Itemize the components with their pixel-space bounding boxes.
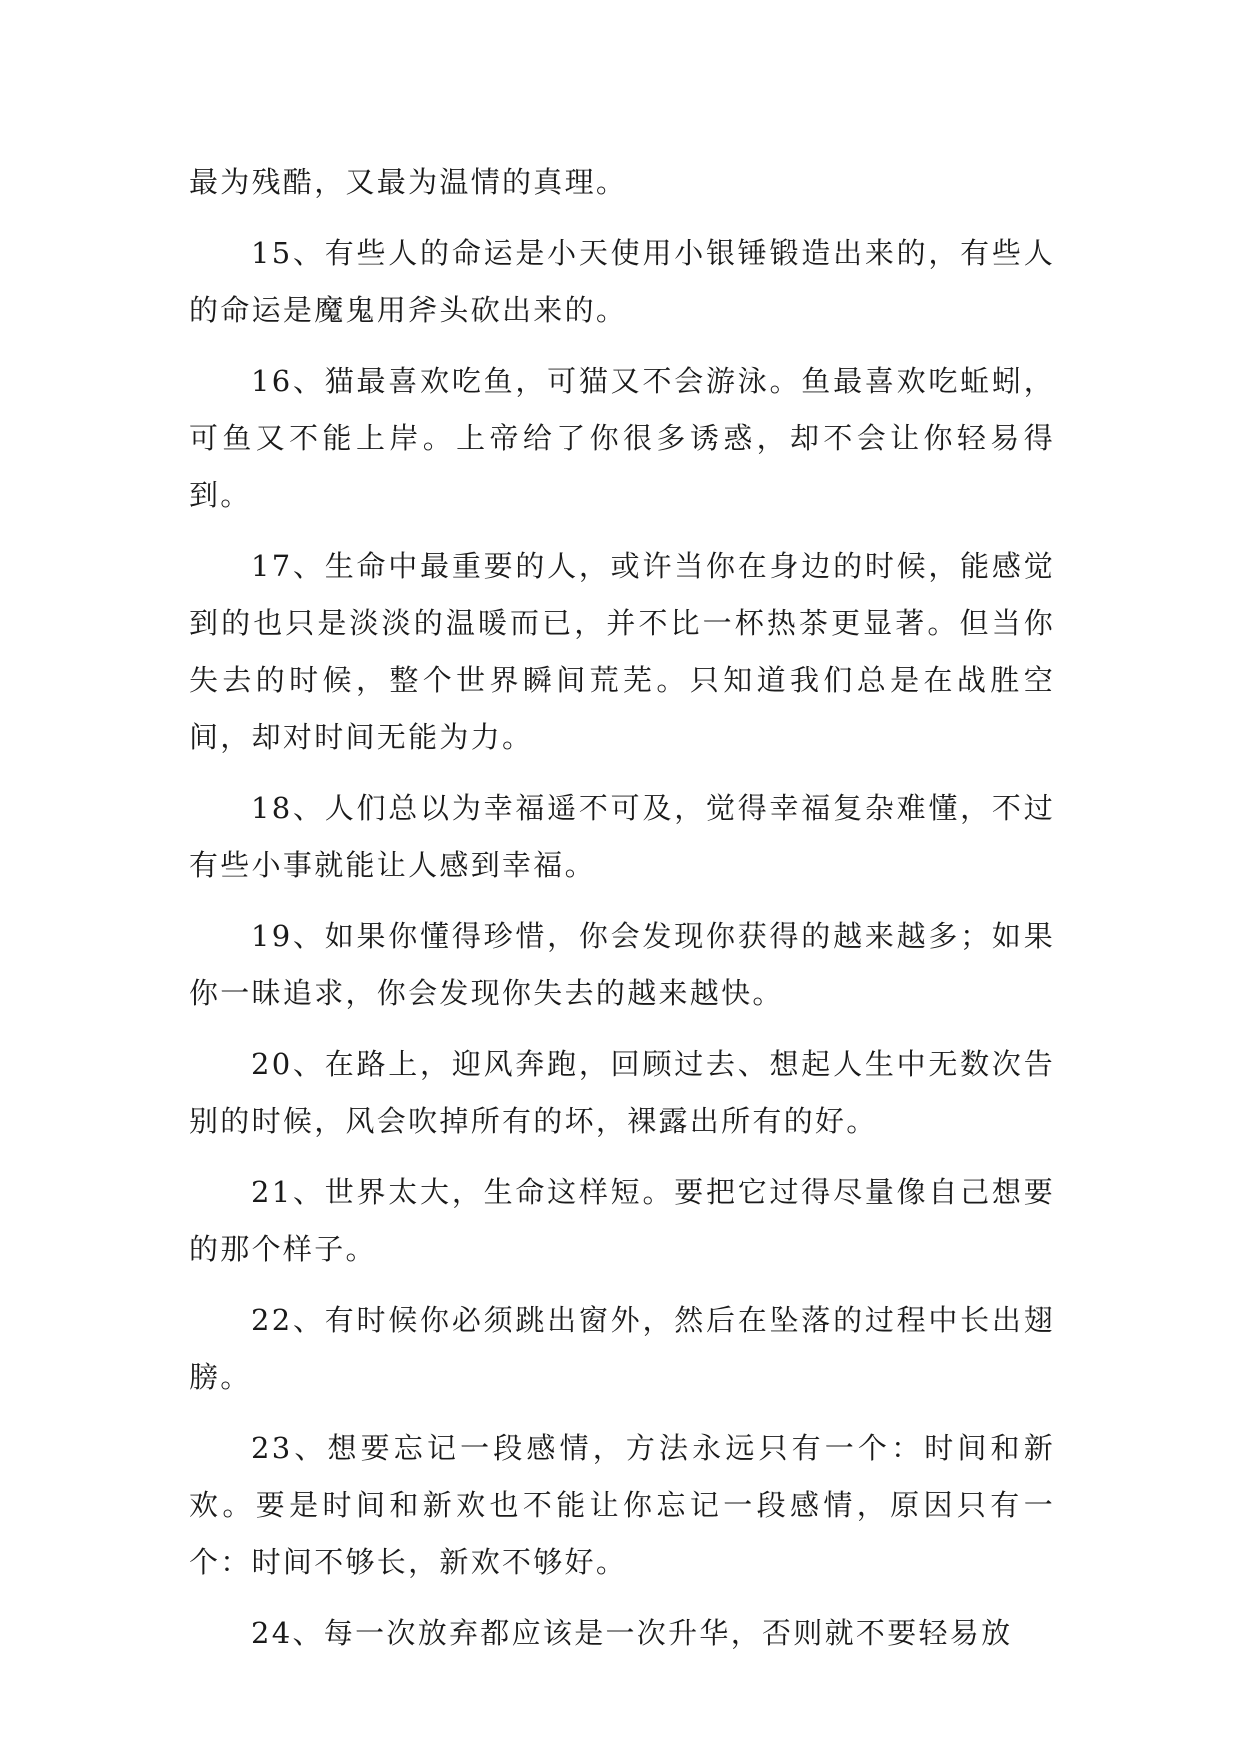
document-body — [189, 154, 1055, 1676]
paragraph-16: 16、猫最喜欢吃鱼，可猫又不会游泳。鱼最喜欢吃蚯蚓，可鱼又不能上岸。上帝给了你很多诱惑，却不会让你轻易得到。 — [189, 364, 1055, 512]
paragraph-24: 24、每一次放弃都应该是一次升华，否则就不要轻易放 — [251, 1616, 1013, 1650]
paragraph-18: 18、人们总以为幸福遥不可及，觉得幸福复杂难懂，不过有些小事就能让人感到幸福。 — [189, 791, 1055, 882]
paragraph-23: 23、想要忘记一段感情，方法永远只有一个：时间和新欢。要是时间和新欢也不能让你忘记一段感情，原因只有一个：时间不够长，新欢不够好。 — [189, 1431, 1055, 1579]
paragraph-21: 21、世界太大，生命这样短。要把它过得尽量像自己想要的那个样子。 — [189, 1175, 1055, 1266]
paragraph-19: 19、如果你懂得珍惜，你会发现你获得的越来越多；如果你一昧追求，你会发现你失去的越来越快。 — [189, 919, 1055, 1010]
paragraph-15: 15、有些人的命运是小天使用小银锤锻造出来的，有些人的命运是魔鬼用斧头砍出来的。 — [189, 236, 1055, 327]
paragraph-continuation: 最为残酷，又最为温情的真理。 — [189, 165, 628, 199]
paragraph-22: 22、有时候你必须跳出窗外，然后在坠落的过程中长出翅膀。 — [189, 1303, 1055, 1394]
paragraph-20: 20、在路上，迎风奔跑，回顾过去、想起人生中无数次告别的时候，风会吹掉所有的坏，裸露出所有的好。 — [189, 1047, 1055, 1138]
paragraph-17: 17、生命中最重要的人，或许当你在身边的时候，能感觉到的也只是淡淡的温暖而已，并不比一杯热茶更显著。但当你失去的时候，整个世界瞬间荒芜。只知道我们总是在战胜空间，却对时间无能为力。 — [189, 549, 1055, 754]
